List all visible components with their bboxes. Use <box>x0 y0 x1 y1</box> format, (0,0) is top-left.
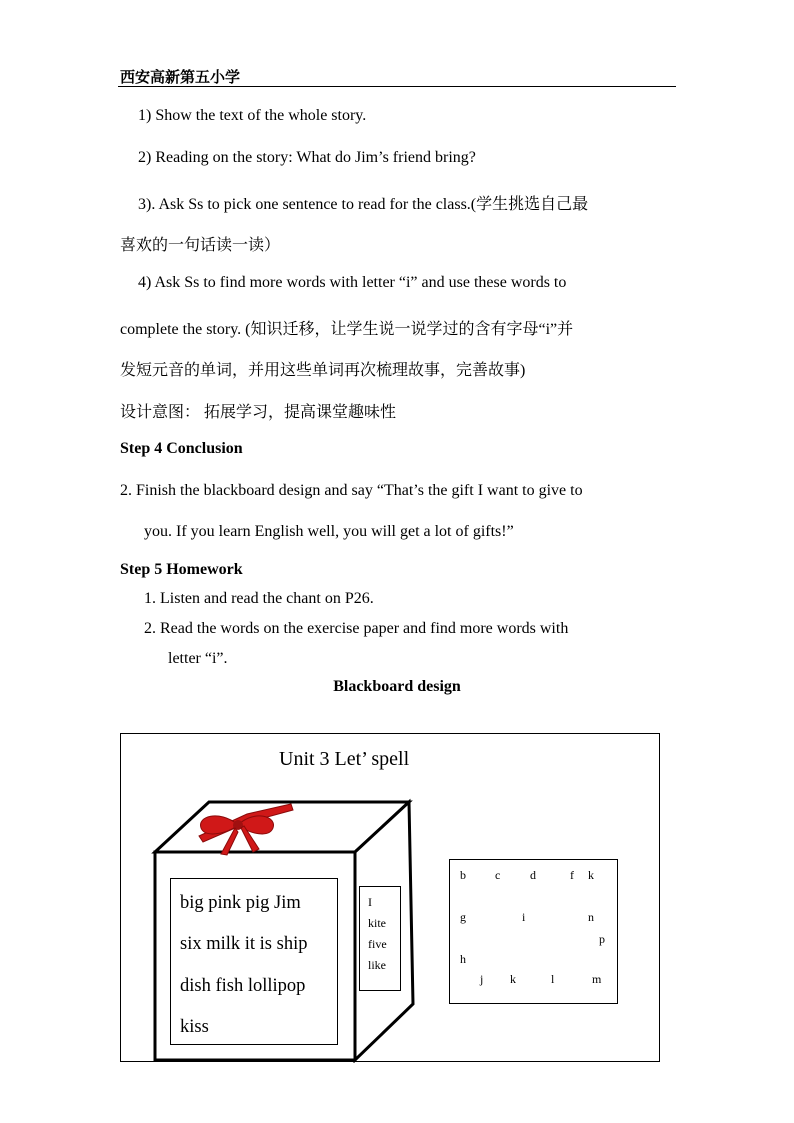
word-line: big pink pig Jim <box>180 893 301 913</box>
letter: d <box>530 868 536 882</box>
letter: p <box>599 932 605 946</box>
school-header: 西安高新第五小学 <box>120 70 241 86</box>
letter: k <box>588 868 594 882</box>
step-item-4-line1: 4) Ask Ss to find more words with letter “i” and use these words to <box>138 274 567 291</box>
ribbon-bow-icon <box>189 802 299 858</box>
long-i-words-box <box>359 886 401 991</box>
letter: n <box>588 910 594 924</box>
conclusion-heading: Step 4 Conclusion <box>120 440 243 457</box>
letter: c <box>495 868 501 882</box>
side-word: five <box>368 937 387 951</box>
homework-item-2-line1: 2. Read the words on the exercise paper and find more words with <box>144 620 569 637</box>
short-i-words-box <box>170 878 338 1045</box>
letter: k <box>510 972 516 986</box>
conclusion-item-line1: 2. Finish the blackboard design and say “That’s the gift I want to give to <box>120 482 583 499</box>
word-line: six milk it is ship <box>180 934 308 954</box>
word-line: dish fish lollipop <box>180 976 306 996</box>
design-intent: 设计意图： 拓展学习，提高课堂趣味性 <box>120 404 397 421</box>
step-item-3-line2: 喜欢的一句话读一读） <box>120 237 281 254</box>
step-item-2: 2) Reading on the story: What do Jim’s friend bring? <box>138 149 476 166</box>
blackboard-design <box>120 733 660 1062</box>
letter: b <box>460 868 466 882</box>
side-word: kite <box>368 916 386 930</box>
conclusion-item-line2: you. If you learn English well, you will get a lot of gifts!” <box>144 523 514 540</box>
blackboard-title: Unit 3 Let’ spell <box>279 748 410 770</box>
letter: j <box>480 972 484 986</box>
letter: l <box>551 972 555 986</box>
blackboard-caption: Blackboard design <box>333 678 461 695</box>
side-word: like <box>368 958 386 972</box>
homework-heading: Step 5 Homework <box>120 561 243 578</box>
letter: g <box>460 910 466 924</box>
step-item-1: 1) Show the text of the whole story. <box>138 107 367 124</box>
header-rule <box>118 86 676 87</box>
step-item-4-line2: complete the story. (知识迁移，让学生说一说学过的含有字母“i”并 <box>120 321 574 338</box>
side-word: I <box>368 895 372 909</box>
word-line: kiss <box>180 1017 209 1037</box>
step-item-3-line1: 3). Ask Ss to pick one sentence to read for the class.(学生挑选自己最 <box>138 196 589 213</box>
letter: h <box>460 952 466 966</box>
step-item-4-line3: 发短元音的单词，并用这些单词再次梳理故事，完善故事) <box>120 362 526 379</box>
letter: i <box>522 910 526 924</box>
letter: f <box>570 868 574 882</box>
letters-box <box>449 859 618 1004</box>
homework-item-1: 1. Listen and read the chant on P26. <box>144 590 374 607</box>
letter: m <box>592 972 602 986</box>
homework-item-2-line2: letter “i”. <box>168 650 228 667</box>
